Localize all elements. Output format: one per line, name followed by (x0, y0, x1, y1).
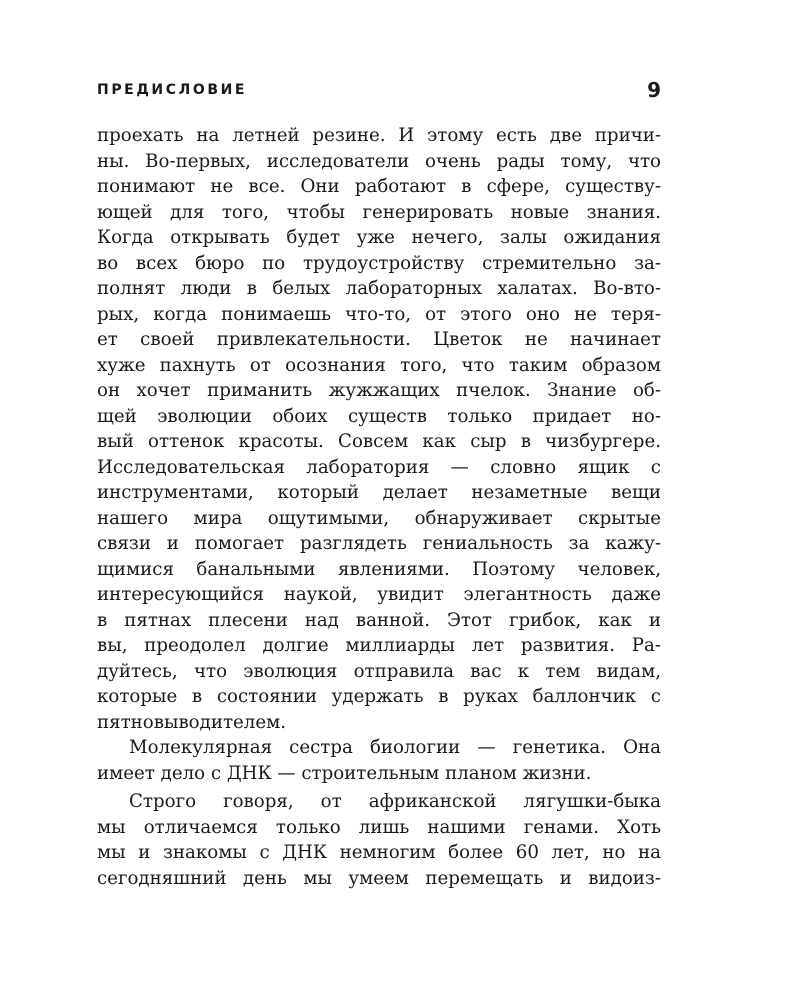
page-number: 9 (647, 78, 661, 102)
text-line: сегодняшний день мы умеем перемещать и видоиз- (97, 867, 661, 889)
text-line: связи и помогает разглядеть гениальность за кажу- (97, 533, 661, 554)
text-line: мы и знакомы с ДНК немногим более 60 лет, но на (97, 842, 661, 863)
text-line: проехать на летней резине. И этому есть две причи- (97, 125, 661, 146)
text-line: полнят люди в белых лабораторных халатах. Во-вто- (97, 278, 661, 299)
text-line: интересующийся наукой, увидит элегантность даже (97, 584, 661, 605)
text-line: ет своей привлекательности. Цветок не начинает (97, 329, 661, 350)
text-line: которые в состоянии удержать в руках баллончик с (97, 686, 661, 707)
text-line: нашего мира ощутимыми, обнаруживает скрытые (97, 507, 661, 529)
text-line: щей эволюции обоих существ только придает но- (97, 405, 661, 427)
text-line: пятновыводителем. (97, 711, 287, 733)
text-line: ны. Во-первых, исследователи очень рады тому, что (97, 150, 661, 172)
text-line: хуже пахнуть от осознания того, что таким образом (97, 354, 661, 376)
text-line: Исследовательская лаборатория — словно ящик с (97, 456, 661, 478)
text-line: Молекулярная сестра биологии — генетика. Она (129, 737, 661, 758)
text-line: инструментами, который делает незаметные вещи (97, 482, 661, 503)
text-line: понимают не все. Они работают в сфере, существу- (97, 176, 661, 197)
text-line: вый оттенок красоты. Совсем как сыр в чизбургере. (97, 431, 661, 452)
text-line: вы, преодолел долгие миллиарды лет развития. Ра- (97, 635, 661, 656)
text-line: Строго говоря, от африканской лягушки-быка (129, 791, 661, 812)
text-line: дуйтесь, что эволюция отправила вас к тем видам, (97, 660, 661, 682)
text-line: он хочет приманить жужжащих пчелок. Знание об- (97, 380, 661, 401)
body-text (97, 123, 661, 891)
text-line: имеет дело с ДНК — строительным планом жизни. (97, 762, 592, 784)
text-line: ющей для того, чтобы генерировать новые знания. (97, 201, 661, 223)
section-title: ПРЕДИСЛОВИЕ (97, 82, 248, 98)
text-line: щимися банальными явлениями. Поэтому человек, (97, 558, 661, 580)
text-line: рых, когда понимаешь что-то, от этого оно не теря- (97, 303, 661, 325)
running-head (97, 78, 661, 106)
text-line: Когда открывать будет уже нечего, залы ожидания (97, 227, 661, 248)
text-line: во всех бюро по трудоустройству стремительно за- (97, 252, 661, 274)
text-line: в пятнах плесени над ванной. Этот грибок, как и (97, 609, 661, 631)
text-line: мы отличаемся только лишь нашими генами. Хоть (97, 816, 661, 838)
